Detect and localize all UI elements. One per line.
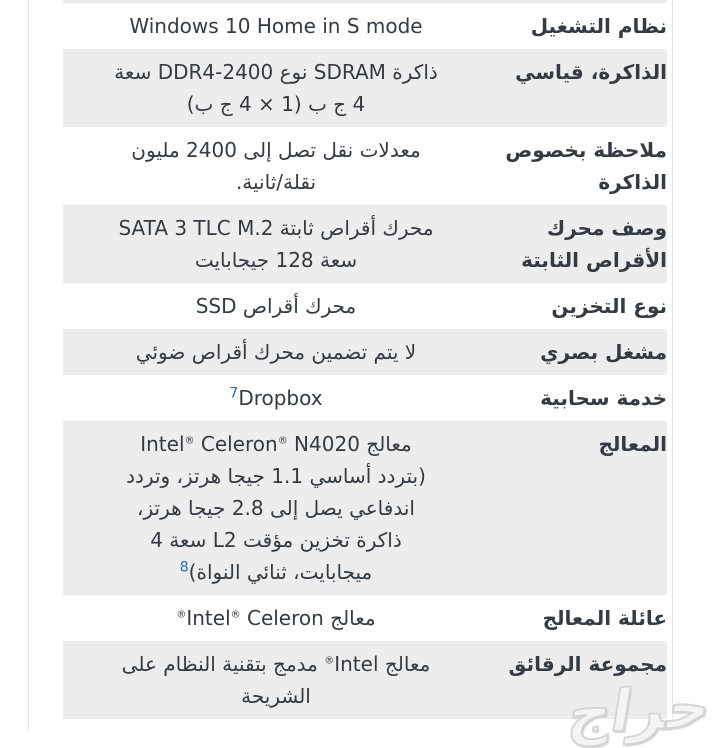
spec-value-line: الشريحة — [241, 684, 311, 708]
spec-value — [63, 212, 489, 276]
spec-label — [489, 10, 667, 42]
spec-row — [63, 329, 667, 375]
spec-value — [63, 648, 489, 712]
spec-label-line: عائلة المعالج — [542, 606, 667, 630]
spec-row — [63, 421, 667, 595]
haraj-watermark: حراج — [564, 672, 716, 748]
spec-value-line: (بتردد أساسي 1.1 جيجا هرتز، وتردد — [126, 464, 426, 488]
left-border-line — [28, 0, 29, 730]
spec-value-line: معدلات نقل تصل إلى 2400 مليون — [131, 138, 421, 162]
spec-label-line: نظام التشغيل — [530, 14, 667, 38]
spec-label — [489, 290, 667, 322]
footnote-marker[interactable]: 8 — [179, 559, 189, 576]
spec-label-line: الذاكرة، قياسي — [515, 60, 667, 84]
spec-value-line: محرك أقراص SSD — [195, 294, 357, 318]
spec-label — [489, 428, 667, 460]
registered-mark-icon: ® — [230, 609, 241, 621]
right-border-line — [672, 0, 673, 730]
footnote-marker[interactable]: 7 — [229, 385, 239, 402]
spec-label — [489, 212, 667, 276]
spec-label — [489, 336, 667, 368]
spec-label-line: المعالج — [598, 432, 667, 456]
spec-value-line: اندفاعي يصل إلى 2.8 جيجا هرتز، — [137, 496, 415, 520]
spec-value — [63, 602, 489, 634]
spec-label-line: مجموعة الرقائق — [508, 652, 667, 676]
registered-mark-icon: ® — [277, 435, 288, 447]
spec-value — [63, 290, 489, 322]
registered-mark-icon: ® — [176, 609, 187, 621]
spec-value-line: معالج Intel® Celeron® N4020 — [140, 432, 412, 456]
spec-value-line: $^7$Dropbox — [229, 385, 323, 410]
spec-value-line: نقلة/ثانية. — [235, 170, 317, 194]
spec-row — [63, 49, 667, 127]
spec-label-line: مشغل بصري — [540, 340, 667, 364]
spec-row — [63, 595, 667, 641]
spec-value — [63, 56, 489, 120]
spec-label — [489, 602, 667, 634]
spec-value-line: ميجابايت، ثنائي النواة)$^8$ — [179, 559, 373, 584]
spec-row — [63, 375, 667, 421]
spec-value-line: معالج Intel® Celeron® — [176, 606, 376, 630]
spec-row — [63, 127, 667, 205]
spec-row — [63, 205, 667, 283]
spec-value-line: 4 ج ب (1 × 4 ج ب) — [186, 92, 366, 116]
spec-row — [63, 3, 667, 49]
spec-label — [489, 56, 667, 88]
spec-row — [63, 641, 667, 719]
registered-mark-icon: ® — [324, 655, 335, 667]
spec-value-line: معالج Intel® مدمج بتقنية النظام على — [121, 652, 431, 676]
spec-label-line: وصف محرك — [546, 216, 667, 240]
spec-value — [63, 428, 489, 588]
registered-mark-icon: ® — [184, 435, 195, 447]
spec-value-line: محرك أقراص ثابتة SATA 3 TLC M.2 — [118, 216, 434, 240]
spec-label — [489, 134, 667, 198]
spec-label-line: ملاحظة بخصوص — [505, 138, 667, 162]
spec-value-line: Windows 10 Home in S mode — [129, 14, 423, 38]
spec-value — [63, 336, 489, 368]
spec-label-line: خدمة سحابية — [540, 386, 667, 410]
spec-value-line: لا يتم تضمين محرك أقراص ضوئي — [135, 340, 417, 364]
spec-row — [63, 283, 667, 329]
spec-label — [489, 648, 667, 680]
spec-value-line: ذاكرة تخزين مؤقت L2 سعة 4 — [150, 528, 402, 552]
spec-label-line: الذاكرة — [598, 170, 667, 194]
spec-value — [63, 10, 489, 42]
spec-label-line: الأقراص الثابتة — [521, 248, 667, 272]
spec-value-line: سعة 128 جيجابايت — [194, 248, 358, 272]
spec-value — [63, 382, 489, 414]
spec-label-line: نوع التخزين — [551, 294, 667, 318]
spec-label — [489, 382, 667, 414]
spec-value — [63, 134, 489, 198]
spec-value-line: ذاكرة SDRAM نوع DDR4-2400 سعة — [114, 60, 438, 84]
spec-table — [63, 0, 667, 719]
